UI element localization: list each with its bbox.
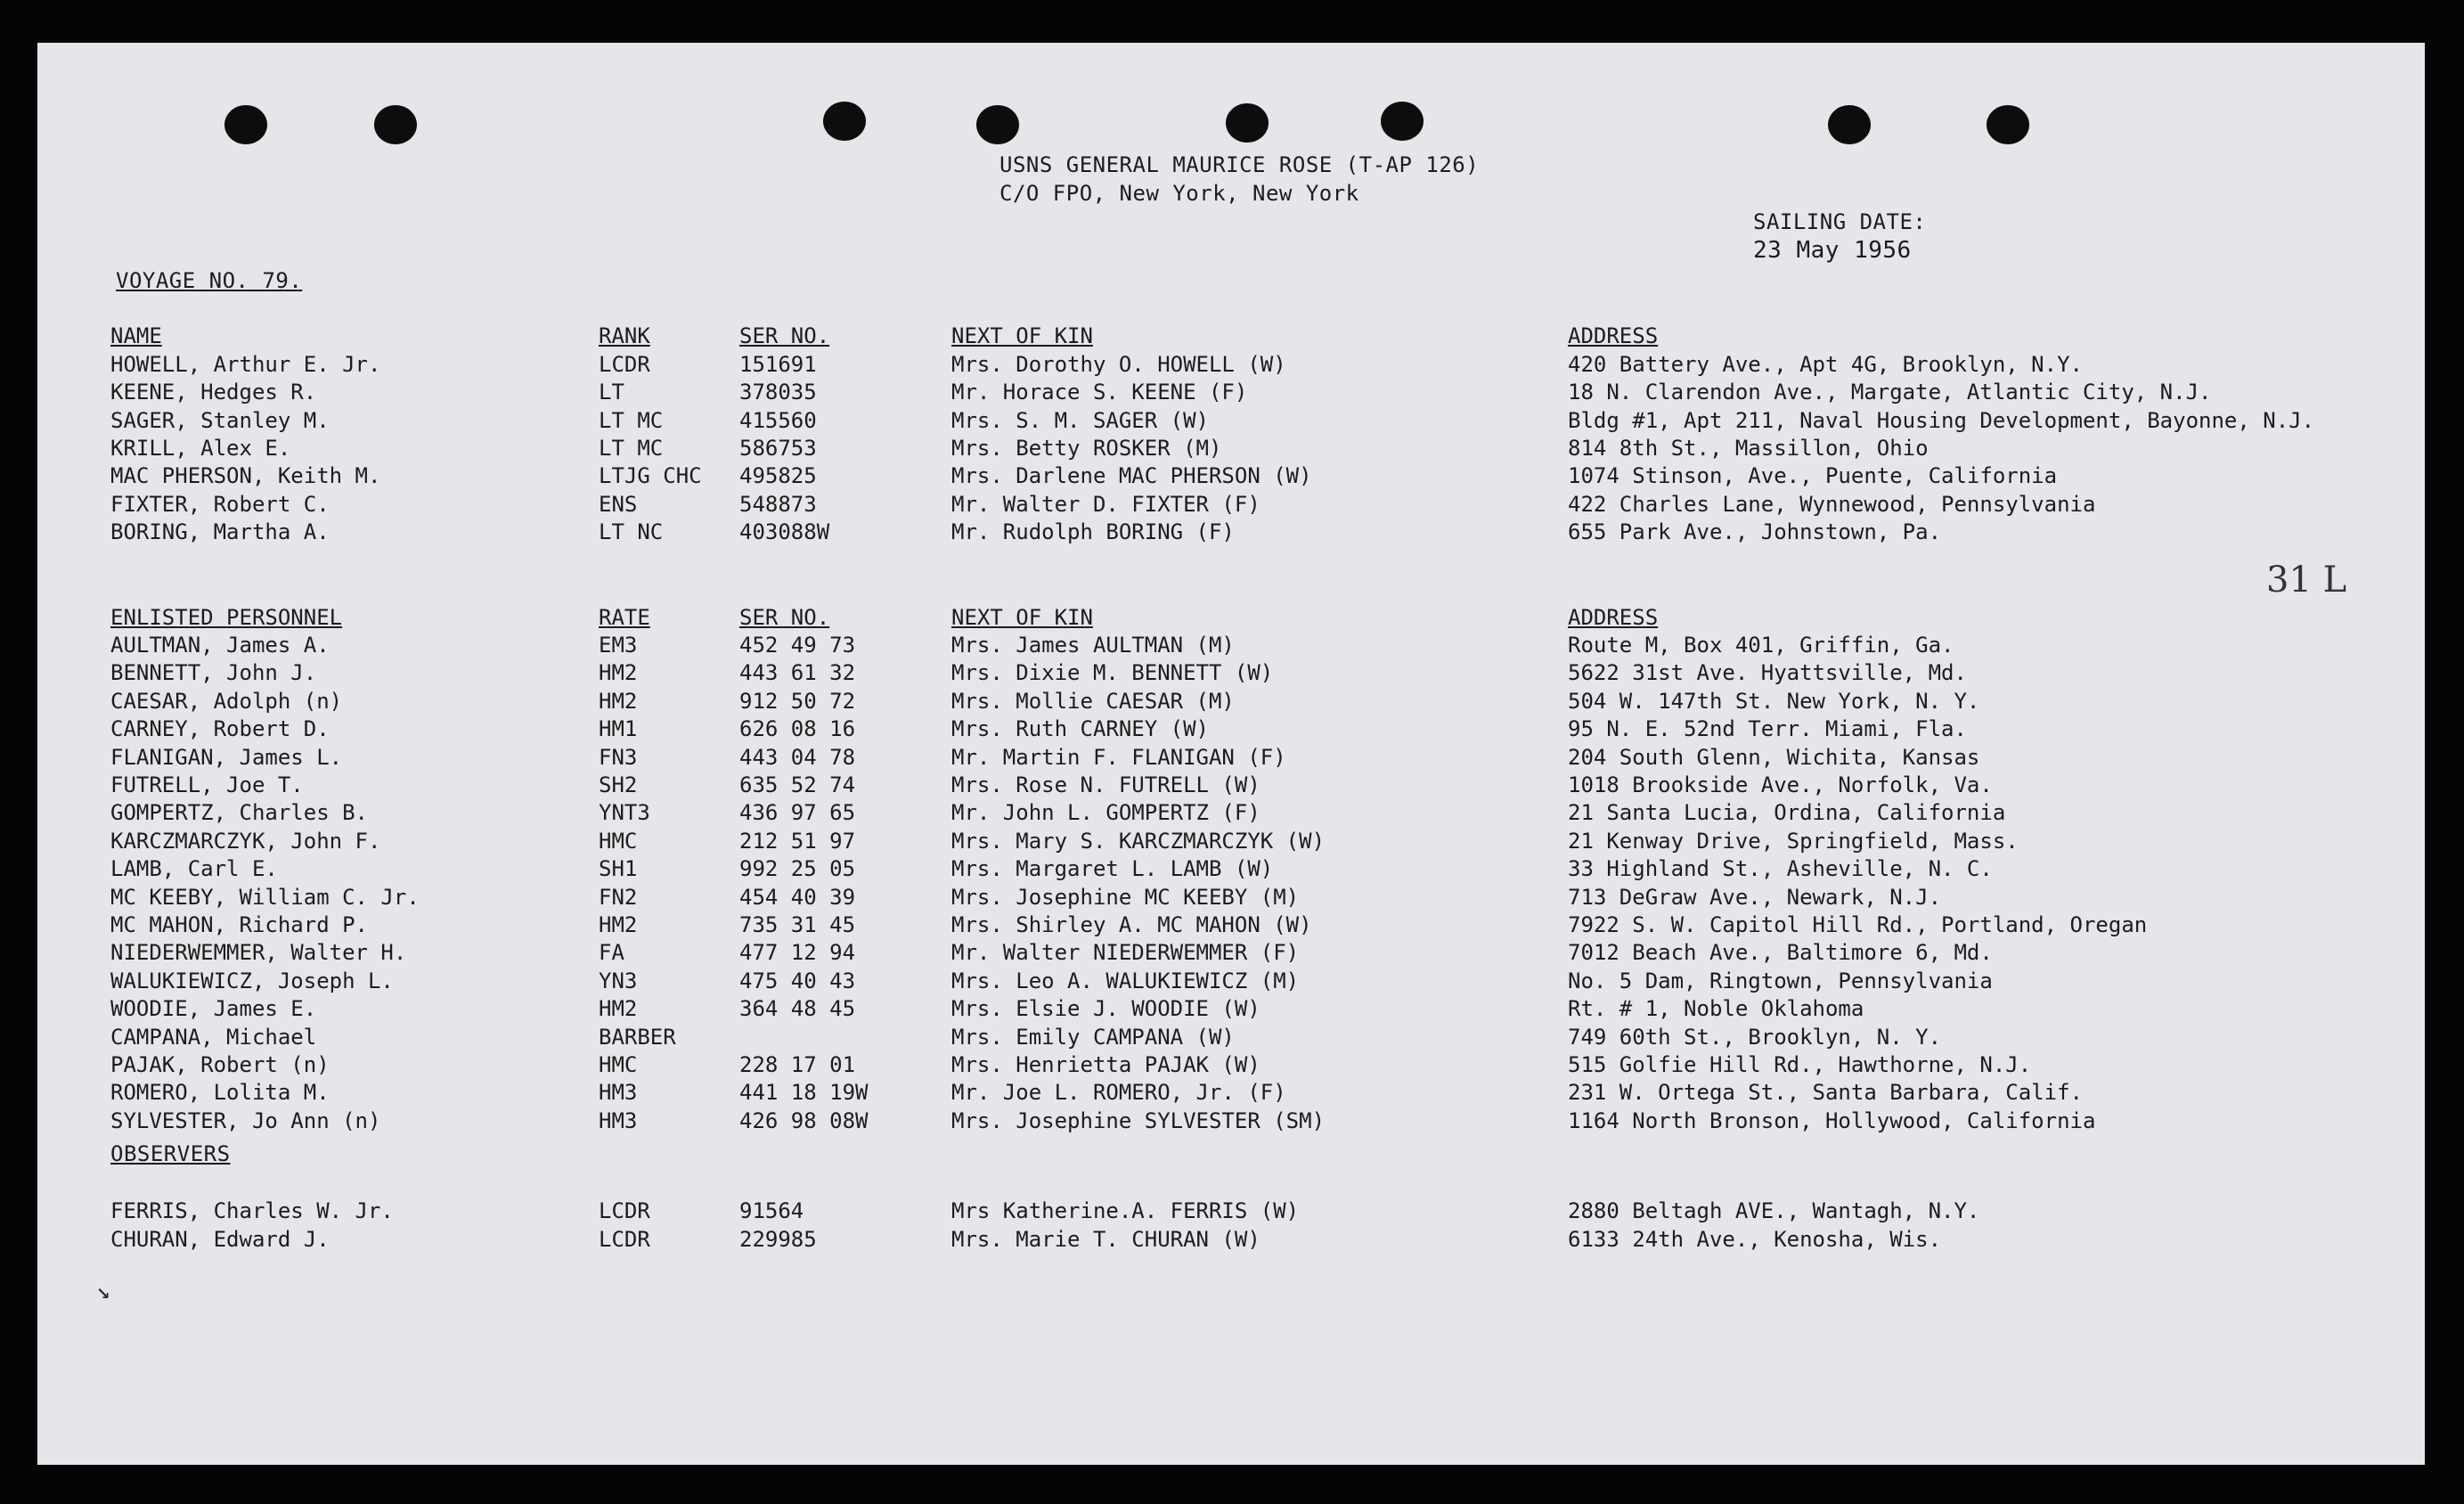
crew-name: GOMPERTZ, Charles B. (110, 800, 368, 826)
column-header-name: NAME (110, 323, 162, 348)
table-row (37, 715, 2425, 744)
sailing-date-label: SAILING DATE: (1753, 209, 1927, 234)
column-header-next-of-kin: NEXT OF KIN (951, 605, 1093, 630)
crew-name: KEENE, Hedges R. (110, 380, 317, 405)
crew-name: PAJAK, Robert (n) (110, 1052, 330, 1077)
table-row (37, 968, 2425, 996)
serial-number: 452 49 73 (739, 633, 856, 658)
crew-address: 204 South Glenn, Wichita, Kansas (1568, 744, 1980, 770)
table-row (37, 1226, 2425, 1255)
handwritten-annotation: 31 L (2266, 560, 2347, 601)
next-of-kin: Mrs. James AULTMAN (M) (951, 633, 1235, 658)
next-of-kin: Mrs. Elsie J. WOODIE (W) (951, 996, 1261, 1022)
serial-number: 443 61 32 (739, 660, 856, 686)
crew-name: NIEDERWEMMER, Walter H. (110, 940, 407, 966)
punch-hole (374, 105, 417, 144)
crew-address: 1018 Brookside Ave., Norfolk, Va. (1568, 772, 1993, 797)
serial-number: 403088W (739, 519, 830, 544)
crew-name: WALUKIEWICZ, Joseph L. (110, 968, 394, 993)
crew-rank: YNT3 (599, 800, 650, 826)
serial-number: 586753 (739, 435, 817, 461)
crew-rank: HM2 (599, 996, 638, 1022)
next-of-kin: Mrs. Marie T. CHURAN (W) (951, 1226, 1261, 1252)
crew-rank: LTJG CHC (599, 463, 702, 489)
table-row (37, 995, 2425, 1024)
next-of-kin: Mr. John L. GOMPERTZ (F) (951, 800, 1261, 826)
crew-address: 33 Highland St., Asheville, N. C. (1568, 856, 1993, 882)
ship-name: USNS GENERAL MAURICE ROSE (T-AP 126) (999, 152, 1480, 177)
crew-address: 5622 31st Ave. Hyattsville, Md. (1568, 660, 1967, 686)
crew-rank: FN3 (599, 744, 638, 770)
column-header-address: ADDRESS (1568, 605, 1659, 630)
punch-hole (1381, 102, 1424, 141)
serial-number: 912 50 72 (739, 688, 856, 714)
crew-address: 21 Santa Lucia, Ordina, California (1568, 800, 2006, 826)
table-row (37, 1079, 2425, 1108)
table-row (37, 519, 2425, 547)
crew-address: 1164 North Bronson, Hollywood, California (1568, 1108, 2096, 1133)
table-row (37, 772, 2425, 800)
crew-rank: LCDR (599, 352, 650, 377)
table-row (37, 1197, 2425, 1226)
serial-number: 426 98 08W (739, 1108, 869, 1133)
crew-rank: LT (599, 380, 624, 405)
crew-address: 231 W. Ortega St., Santa Barbara, Calif. (1568, 1080, 2083, 1106)
crew-address: Route M, Box 401, Griffin, Ga. (1568, 633, 1954, 658)
column-header-ser-no: SER NO. (739, 605, 830, 630)
table-row (37, 379, 2425, 407)
next-of-kin: Mrs. Dixie M. BENNETT (W) (951, 660, 1274, 686)
crew-rank: HM1 (599, 716, 638, 742)
crew-address: 2880 Beltagh AVE., Wantagh, N.Y. (1568, 1198, 1980, 1223)
table-row (37, 799, 2425, 828)
punch-hole (976, 105, 1019, 144)
serial-number: 151691 (739, 352, 817, 377)
crew-address: 95 N. E. 52nd Terr. Miami, Fla. (1568, 716, 1967, 742)
next-of-kin: Mrs Katherine.A. FERRIS (W) (951, 1198, 1300, 1223)
serial-number: 626 08 16 (739, 716, 856, 742)
crew-name: BENNETT, John J. (110, 660, 317, 686)
crew-name: KRILL, Alex E. (110, 435, 291, 461)
next-of-kin: Mrs. Shirley A. MC MAHON (W) (951, 912, 1312, 937)
crew-name: CAESAR, Adolph (n) (110, 688, 343, 714)
serial-number: 441 18 19W (739, 1080, 869, 1106)
column-header-rank: RANK (599, 323, 650, 348)
next-of-kin: Mrs. Josephine SYLVESTER (SM) (951, 1108, 1326, 1133)
table-row (37, 939, 2425, 968)
crew-rank: SH1 (599, 856, 638, 882)
serial-number: 91564 (739, 1198, 804, 1223)
column-header-next-of-kin: NEXT OF KIN (951, 323, 1093, 348)
next-of-kin: Mrs. Josephine MC KEEBY (M) (951, 884, 1300, 910)
punch-hole (1226, 103, 1269, 143)
sailing-date: 23 May 1956 (1753, 237, 1912, 264)
crew-rank: HM2 (599, 660, 638, 686)
crew-address: No. 5 Dam, Ringtown, Pennsylvania (1568, 968, 1993, 993)
next-of-kin: Mrs. Mollie CAESAR (M) (951, 688, 1235, 714)
crew-name: FUTRELL, Joe T. (110, 772, 304, 797)
crew-name: ROMERO, Lolita M. (110, 1080, 330, 1106)
crew-rank: LT NC (599, 519, 664, 544)
punch-hole (224, 105, 267, 144)
serial-number: 635 52 74 (739, 772, 856, 797)
crew-address: 6133 24th Ave., Kenosha, Wis. (1568, 1226, 1942, 1252)
crew-name: MC MAHON, Richard P. (110, 912, 368, 937)
next-of-kin: Mrs. Mary S. KARCZMARCZYK (W) (951, 828, 1326, 854)
crew-name: BORING, Martha A. (110, 519, 330, 544)
next-of-kin: Mrs. Henrietta PAJAK (W) (951, 1052, 1261, 1077)
voyage-number: VOYAGE NO. 79. (116, 268, 303, 293)
crew-name: FLANIGAN, James L. (110, 744, 343, 770)
next-of-kin: Mr. Walter D. FIXTER (F) (951, 491, 1261, 517)
crew-rank: FA (599, 940, 624, 966)
table-row (37, 688, 2425, 716)
serial-number: 212 51 97 (739, 828, 856, 854)
crew-name: MAC PHERSON, Keith M. (110, 463, 381, 489)
crew-name: AULTMAN, James A. (110, 633, 330, 658)
serial-number: 477 12 94 (739, 940, 856, 966)
column-header-enlisted-personnel: ENLISTED PERSONNEL (110, 605, 343, 630)
table-row (37, 744, 2425, 772)
officers-header-row (37, 323, 2425, 351)
serial-number: 378035 (739, 380, 817, 405)
crew-name: WOODIE, James E. (110, 996, 317, 1022)
crew-name: FIXTER, Robert C. (110, 491, 330, 517)
crew-rank: FN2 (599, 884, 638, 910)
next-of-kin: Mrs. Rose N. FUTRELL (W) (951, 772, 1261, 797)
crew-rank: LCDR (599, 1226, 650, 1252)
column-header-rate: RATE (599, 605, 650, 630)
next-of-kin: Mr. Rudolph BORING (F) (951, 519, 1235, 544)
crew-rank: HM2 (599, 912, 638, 937)
crew-rank: BARBER (599, 1024, 676, 1050)
table-row (37, 884, 2425, 912)
table-row (37, 491, 2425, 519)
crew-rank: HM2 (599, 688, 638, 714)
serial-number: 735 31 45 (739, 912, 856, 937)
crew-rank: ENS (599, 491, 638, 517)
next-of-kin: Mr. Joe L. ROMERO, Jr. (F) (951, 1080, 1286, 1106)
next-of-kin: Mrs. Leo A. WALUKIEWICZ (M) (951, 968, 1300, 993)
punch-hole (1828, 105, 1871, 144)
table-row (37, 659, 2425, 688)
table-row (37, 351, 2425, 380)
next-of-kin: Mr. Horace S. KEENE (F) (951, 380, 1248, 405)
table-row (37, 855, 2425, 884)
next-of-kin: Mrs. Dorothy O. HOWELL (W) (951, 352, 1286, 377)
crew-name: CAMPANA, Michael (110, 1024, 317, 1050)
crew-rank: HMC (599, 828, 638, 854)
crew-rank: EM3 (599, 633, 638, 658)
crew-rank: LT MC (599, 435, 664, 461)
next-of-kin: Mr. Walter NIEDERWEMMER (F) (951, 940, 1300, 966)
table-row (37, 462, 2425, 491)
crew-rank: HMC (599, 1052, 638, 1077)
table-row (37, 828, 2425, 856)
column-header-address: ADDRESS (1568, 323, 1659, 348)
serial-number: 475 40 43 (739, 968, 856, 993)
crew-address: 515 Golfie Hill Rd., Hawthorne, N.J. (1568, 1052, 2032, 1077)
table-row (37, 407, 2425, 436)
crew-name: SYLVESTER, Jo Ann (n) (110, 1108, 381, 1133)
crew-name: HOWELL, Arthur E. Jr. (110, 352, 381, 377)
serial-number: 364 48 45 (739, 996, 856, 1022)
crew-address: 18 N. Clarendon Ave., Margate, Atlantic City, N.J. (1568, 380, 2212, 405)
crew-address: 7922 S. W. Capitol Hill Rd., Portland, Oregan (1568, 912, 2148, 937)
punch-hole (823, 102, 866, 141)
next-of-kin: Mrs. Ruth CARNEY (W) (951, 716, 1209, 742)
next-of-kin: Mrs. S. M. SAGER (W) (951, 407, 1209, 433)
crew-name: CHURAN, Edward J. (110, 1226, 330, 1252)
table-row (37, 1051, 2425, 1080)
table-row (37, 632, 2425, 660)
document-page (37, 43, 2425, 1465)
serial-number: 454 40 39 (739, 884, 856, 910)
crew-name: CARNEY, Robert D. (110, 716, 330, 742)
crew-address: 713 DeGraw Ave., Newark, N.J. (1568, 884, 1942, 910)
next-of-kin: Mrs. Margaret L. LAMB (W) (951, 856, 1274, 882)
next-of-kin: Mrs. Emily CAMPANA (W) (951, 1024, 1235, 1050)
next-of-kin: Mrs. Darlene MAC PHERSON (W) (951, 463, 1312, 489)
punch-hole (1987, 105, 2029, 144)
enlisted-header-row (37, 604, 2425, 633)
ship-address: C/O FPO, New York, New York (999, 181, 1359, 206)
crew-name: SAGER, Stanley M. (110, 407, 330, 433)
observers-heading: OBSERVERS (110, 1141, 231, 1166)
serial-number: 436 97 65 (739, 800, 856, 826)
column-header-ser-no: SER NO. (739, 323, 830, 348)
table-row (37, 435, 2425, 463)
crew-name: LAMB, Carl E. (110, 856, 278, 882)
crew-address: 1074 Stinson, Ave., Puente, California (1568, 463, 2058, 489)
serial-number: 228 17 01 (739, 1052, 856, 1077)
crew-rank: SH2 (599, 772, 638, 797)
crew-address: 420 Battery Ave., Apt 4G, Brooklyn, N.Y. (1568, 352, 2083, 377)
serial-number: 415560 (739, 407, 817, 433)
next-of-kin: Mrs. Betty ROSKER (M) (951, 435, 1222, 461)
crew-rank: LCDR (599, 1198, 650, 1223)
table-row (37, 911, 2425, 940)
next-of-kin: Mr. Martin F. FLANIGAN (F) (951, 744, 1286, 770)
crew-address: 504 W. 147th St. New York, N. Y. (1568, 688, 1980, 714)
serial-number: 548873 (739, 491, 817, 517)
crew-rank: HM3 (599, 1108, 638, 1133)
crew-rank: HM3 (599, 1080, 638, 1106)
crew-name: KARCZMARCZYK, John F. (110, 828, 381, 854)
crew-name: MC KEEBY, William C. Jr. (110, 884, 420, 910)
margin-mark: ↘ (96, 1278, 110, 1304)
serial-number: 229985 (739, 1226, 817, 1252)
crew-address: 422 Charles Lane, Wynnewood, Pennsylvania (1568, 491, 2096, 517)
crew-address: 749 60th St., Brooklyn, N. Y. (1568, 1024, 1942, 1050)
crew-address: 21 Kenway Drive, Springfield, Mass. (1568, 828, 2019, 854)
serial-number: 992 25 05 (739, 856, 856, 882)
serial-number: 443 04 78 (739, 744, 856, 770)
crew-address: 655 Park Ave., Johnstown, Pa. (1568, 519, 1942, 544)
crew-address: Rt. # 1, Noble Oklahoma (1568, 996, 1864, 1022)
crew-rank: LT MC (599, 407, 664, 433)
crew-rank: YN3 (599, 968, 638, 993)
crew-address: 814 8th St., Massillon, Ohio (1568, 435, 1929, 461)
table-row (37, 1108, 2425, 1136)
serial-number: 495825 (739, 463, 817, 489)
crew-address: Bldg #1, Apt 211, Naval Housing Development, Bayonne, N.J. (1568, 407, 2315, 433)
crew-address: 7012 Beach Ave., Baltimore 6, Md. (1568, 940, 1993, 966)
table-row (37, 1024, 2425, 1052)
crew-name: FERRIS, Charles W. Jr. (110, 1198, 394, 1223)
